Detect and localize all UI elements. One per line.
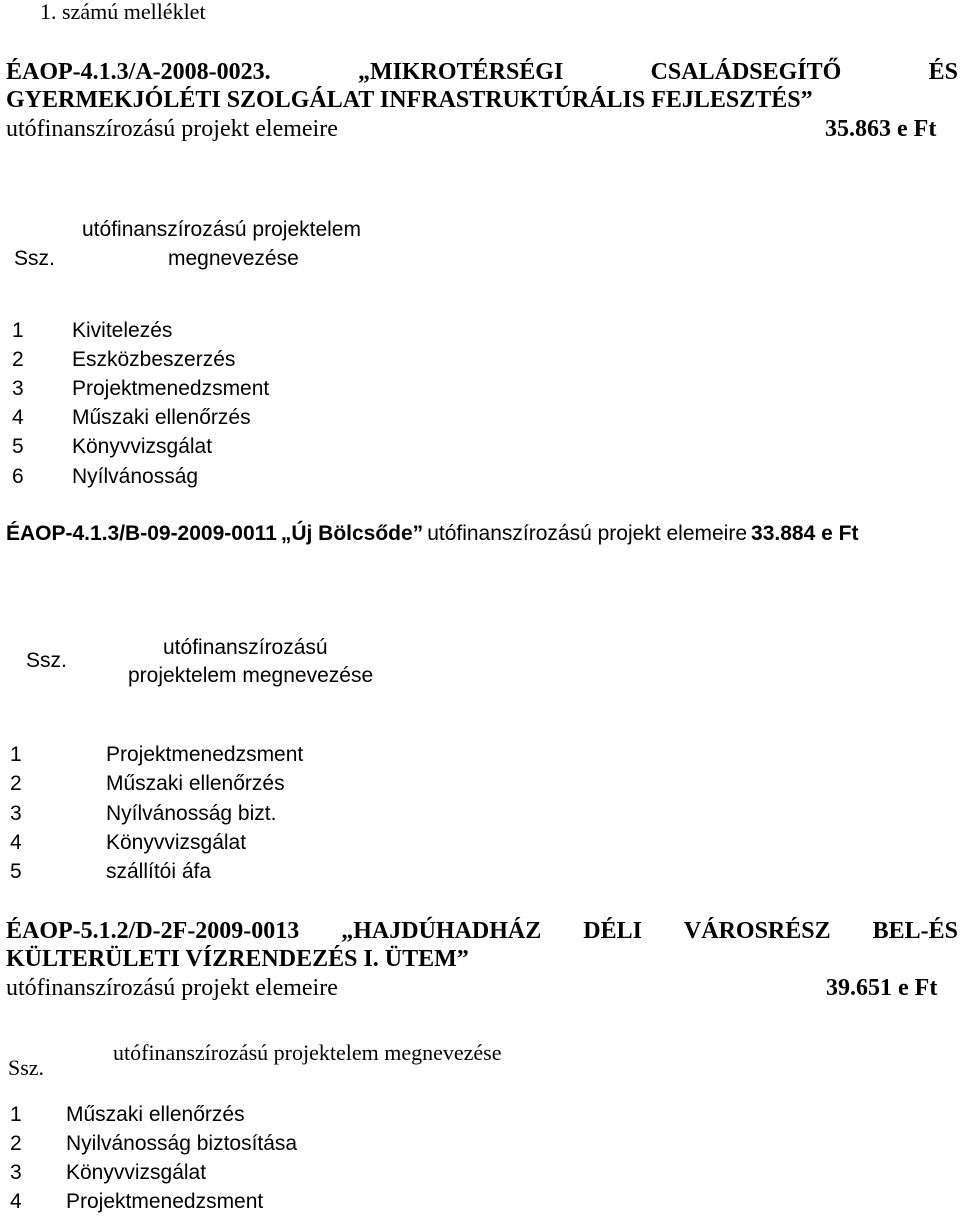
table-row-num: 1 [12,319,24,342]
section-3-title-word: DÉLI [583,918,642,944]
table-row-name: Eszközbeszerzés [72,348,236,371]
section-3-subtitle: utófinanszírozású projekt elemeire [6,975,338,1001]
table-row-num: 2 [10,772,22,795]
table-header-name-line1: utófinanszírozású [163,636,328,659]
table-row-name: Könyvvizsgálat [106,831,247,854]
table-row-name: Projektmenedzsment [72,377,270,400]
table-header-ssz: Ssz. [26,649,67,672]
section-3-project-code: ÉAOP-5.1.2/D-2F-2009-0013 [6,918,300,944]
section-1-title-word: „MIKROTÉRSÉGI [357,59,564,85]
section-2-project-name: „Új Bölcsőde” [280,522,424,545]
section-1-project-code: ÉAOP-4.1.3/A-2008-0023. [6,59,271,85]
table-header-ssz: Ssz. [14,247,55,270]
table-row-name: Műszaki ellenőrzés [66,1103,245,1126]
table-header-name: utófinanszírozású projektelem megnevezése [113,1040,502,1065]
section-2-amount: 33.884 e Ft [751,522,859,545]
section-3-title-word: „HAJDÚHADHÁZ [341,918,542,944]
table-row-num: 6 [12,465,24,488]
annex-label: 1. számú melléklet [40,0,206,24]
table-row-num: 3 [10,802,22,825]
section-1-title-word: ÉS [928,59,958,85]
table-row-num: 1 [10,1103,22,1126]
table-row-num: 2 [12,348,24,371]
table-header-name-line2: megnevezése [168,247,299,270]
table-row-num: 2 [10,1132,22,1155]
table-row-num: 4 [10,1190,22,1213]
table-row-name: Projektmenedzsment [66,1190,264,1213]
section-1-title-word: CSALÁDSEGÍTŐ [650,59,842,85]
table-row-name: Műszaki ellenőrzés [72,406,251,429]
table-row-num: 1 [10,743,22,766]
table-row-num: 4 [12,406,24,429]
table-row-num: 3 [10,1161,22,1184]
table-header-name-line2: projektelem megnevezése [128,664,374,687]
table-row-name: Nyilvánosság biztosítása [66,1132,298,1155]
table-row-name: Könyvvizsgálat [72,435,213,458]
table-row-num: 5 [10,860,22,883]
table-row-num: 4 [10,831,22,854]
section-1-title-line1 [6,60,958,84]
table-row-num: 3 [12,377,24,400]
section-3-amount: 39.651 e Ft [826,975,938,1001]
table-row-name: Kivitelezés [72,319,173,342]
table-header-ssz: Ssz. [8,1055,45,1080]
section-1-subtitle: utófinanszírozású projekt elemeire [6,116,338,142]
section-2-project-code: ÉAOP-4.1.3/B-09-2009-0011 [6,522,277,545]
table-row-name: Projektmenedzsment [106,743,304,766]
section-1-title-line2: GYERMEKJÓLÉTI SZOLGÁLAT INFRASTRUKTÚRÁLIS FEJLESZTÉS” [6,87,813,113]
table-row-name: Könyvvizsgálat [66,1161,207,1184]
section-2-title [6,523,858,544]
table-row-name: Nyílvánosság [72,465,199,488]
section-3-title-word: VÁROSRÉSZ [683,918,831,944]
section-1-amount: 35.863 e Ft [825,116,937,142]
table-row-name: szállítói áfa [106,860,212,883]
table-row-name: Műszaki ellenőrzés [106,772,285,795]
table-row-name: Nyílvánosság bizt. [106,802,277,825]
section-3-title-line1 [6,919,958,943]
section-3-title-word: BEL-ÉS [872,918,958,944]
table-header-name-line1: utófinanszírozású projektelem [82,218,361,241]
section-3-title-line2: KÜLTERÜLETI VÍZRENDEZÉS I. ÜTEM” [6,946,469,972]
table-row-num: 5 [12,435,24,458]
section-2-subtitle: utófinanszírozású projekt elemeire [427,522,748,545]
